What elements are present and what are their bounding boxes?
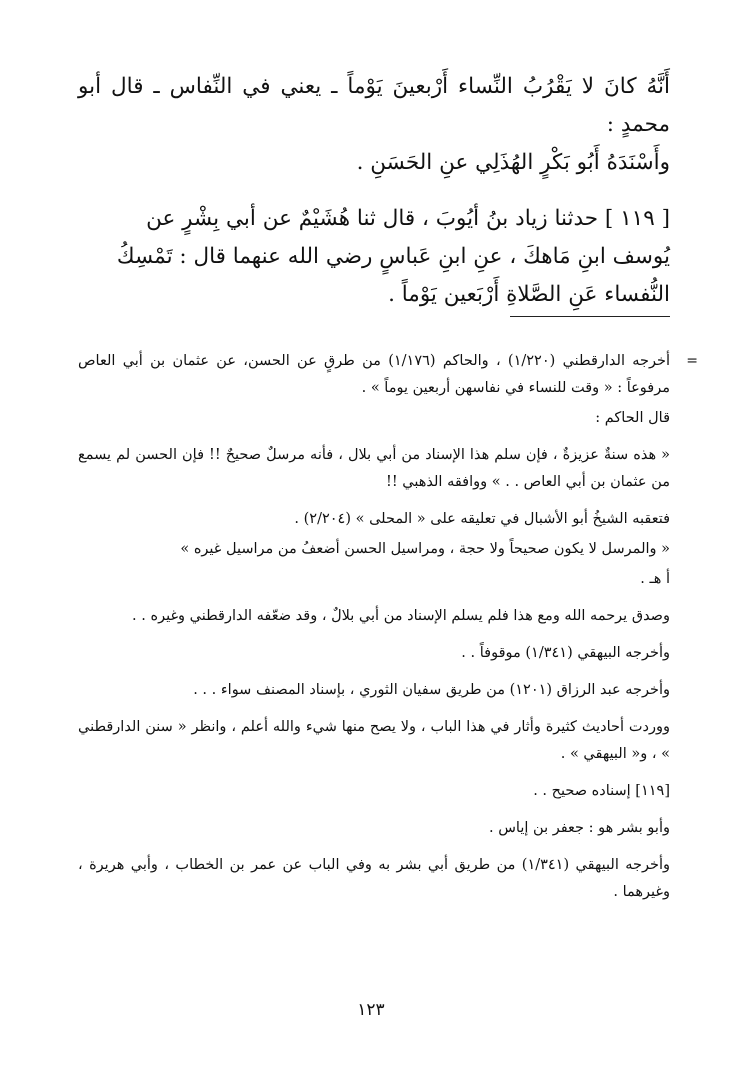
main-line: النُّفساء عَنِ الصَّلاةِ أَرْبَعين يَوْماً . <box>388 282 670 307</box>
footnote-paragraph <box>78 348 698 402</box>
main-line: أَنَّهُ كانَ لا يَقْرُبُ النِّساء أَرْبعينَ يَوْماً ـ يعني في النِّفاس ـ قال أبو محمدٍ : <box>78 74 670 137</box>
footnote-paragraph: وأخرجه البيهقي (١/٣٤١) من طريق أبي بشر به وفي الباب عن عمر بن الخطاب ، وأبي هريرة ، وغيرهما . <box>78 857 670 900</box>
continuation-mark: = <box>686 353 698 369</box>
footnote-paragraph: قال الحاكم : <box>595 410 670 426</box>
footnote-divider <box>510 316 670 317</box>
footnote-paragraph: وأخرجه البيهقي (١/٣٤١) موقوفاً . . <box>461 645 670 661</box>
footnote-paragraph: ووردت أحاديث كثيرة وأثار في هذا الباب ، ولا يصح منها شيء والله أعلم ، وانظر « سنن الدارقطني » ، و« البيهقي » . <box>78 719 670 762</box>
footnote-paragraph: « والمرسل لا يكون صحيحاً ولا حجة ، ومراسيل الحسن أضعفُ من مراسيل غيره » <box>180 541 670 557</box>
footnote-paragraph: وأخرجه عبد الرزاق (١٢٠١) من طريق سفيان الثوري ، بإسناد المصنف سواء . . . <box>193 682 670 698</box>
footnote-text: أخرجه الدارقطني (١/٢٢٠) ، والحاكم (١/١٧٦) من طرقٍ عن الحسن، عن عثمان بن أبي العاص مرفوعاً : « وقت للنساء في نفاسهن أربعين يوماً » . <box>78 353 670 396</box>
main-text <box>78 68 670 314</box>
footnote-paragraph: [١١٩] إسناده صحيح . . <box>533 783 670 799</box>
footnote-paragraph: وصدق يرحمه الله ومع هذا فلم يسلم الإسناد من أبي بلالٌ ، وقد ضعّفه الدارقطني وغيره . . <box>132 608 670 624</box>
footnotes <box>78 348 698 916</box>
footnote-paragraph: أ هـ . <box>640 571 670 587</box>
main-line: [ ١١٩ ] حدثنا زياد بنُ أيُوبَ ، قال ثنا هُشَيْمٌ عن أبي بِشْرٍ عن <box>146 206 670 231</box>
main-line: وأَسْنَدَهُ أَبُو بَكْرٍ الهُذَلِي عنِ الحَسَنِ . <box>356 150 670 175</box>
footnote-paragraph: فتعقبه الشيخُ أبو الأشبال في تعليقه على « المحلى » (٢/٢٠٤) . <box>294 511 670 527</box>
footnote-paragraph: وأبو بشر هو : جعفر بن إياس . <box>489 820 670 836</box>
main-line: يُوسف ابنِ مَاهكَ ، عنِ ابنِ عَباسٍ رضي الله عنهما قال : تَمْسِكُ <box>116 244 670 269</box>
page-number: ١٢٣ <box>357 1000 385 1020</box>
footnote-paragraph: « هذه سنةٌ عزيزةٌ ، فإن سلم هذا الإسناد من أبي بلال ، فأنه مرسلٌ صحيحٌ !! فإن الحسن لم يسمع من عثمان بن أبي العاص . . » ووافقه الذهبي !! <box>78 447 670 490</box>
